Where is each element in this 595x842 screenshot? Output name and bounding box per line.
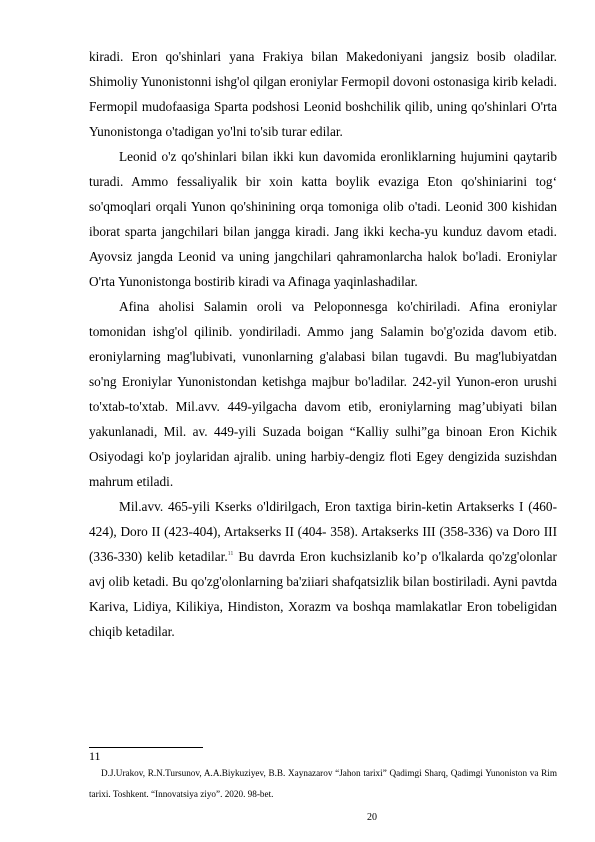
paragraph-2: Leonid o'z qo'shinlari bilan ikki kun davomida eronliklarning hujumini qaytarib turadi. Ammo fessaliyalik bir xoin katta boylik evaziga Eton qo'shiniarini tog‘ so'qmoqlari orqali Yunon qo'shinining orqa tomoniga olib o'tadi. Leonid 300 kishidan iborat sparta jangchilari bilan jangga kiradi. Jang ikki kecha-yu kunduz davom etadi. Ayovsiz jangda Leonid va uning jangchilari qahramonlarcha halok bo'ladi. Eroniylar O'rta Yunonistonga bostirib kiradi va Afinaga yaqinlashadilar.: [89, 149, 557, 289]
paragraph-4-text-b: Bu davrda Eron kuchsizlanib ko’p o'lkalarda qo'zg'olonlar avj olib ketadi. Bu qo'zg'olonlarning ba'ziiari shafqatsizlik bilan bostiriladi. Ayni pavtda Kariva, Lidiya, Kilikiya, Hindiston, Xorazm va boshqa mamlakatlar Eron tobeligidan chiqib ketadilar.: [89, 549, 557, 639]
paragraph-3: Afina aholisi Salamin oroli va Peloponnesga ko'chiriladi. Afina eroniylar tomonidan ishg'ol qilinib. yondiriladi. Ammo jang Salamin bo'g'ozida davom etib. eroniylarning mag'lubivati, vunonlarning g'alabasi bilan tugavdi. Bu mag'lubiyatdan so'ng Eroniylar Yunonistondan ketishga majbur bo'ladilar. 242-yil Yunon-eron urushi to'xtab-to'xtab. Mil.avv. 449-yilgacha davom etib, eroniylarning mag’ubiyati bilan yakunlanadi, Mil. av. 449-yili Suzada boigan “Kalliy sulhi”ga binoan Eron Kichik Osiyodagi ko'p joylaridan ajralib. uning harbiy-dengiz floti Egey dengizida suzishdan mahrum etiladi.: [89, 299, 557, 489]
footnote-text: D.J.Urakov, R.N.Tursunov, A.A.Biykuziyev, B.B. Xaynazarov “Jahon tarixi” Qadimgi Sharq, Qadimgi Yunoniston va Rim tarixi. Toshkent. “Innovatsiya ziyo”. 2020. 98-bet.: [89, 768, 557, 799]
footnote-number: 11: [89, 749, 101, 763]
footnote-separator: [89, 747, 203, 748]
paragraph-4: [89, 494, 557, 644]
paragraph-1: kiradi. Eron qo'shinlari yana Frakiya bilan Makedoniyani jangsiz bosib oladilar. Shimoliy Yunonistonni ishg'ol qilgan eroniylar Fermopil dovoni ostonasiga kirib keladi. Fermopil mudofaasiga Sparta podshosi Leonid boshchilik qilib, uning qo'shinlari O'rta Yunonistonga o'tadigan yo'lni to'sib turar edilar.: [89, 49, 558, 139]
body-text: [89, 44, 557, 644]
paragraph-4-text-a: Mil.avv. 465-yili Kserks o'ldirilgach, Eron taxtiga birin-ketin Artakserks I (460-424), Doro II (423-404), Artakserks II (404- 358). Artakserks III (358-336) va Doro III (336-330) kelib ketadilar.: [89, 499, 557, 564]
page-number: 20: [367, 812, 377, 823]
footnote-reference[interactable]: 11: [227, 551, 234, 557]
